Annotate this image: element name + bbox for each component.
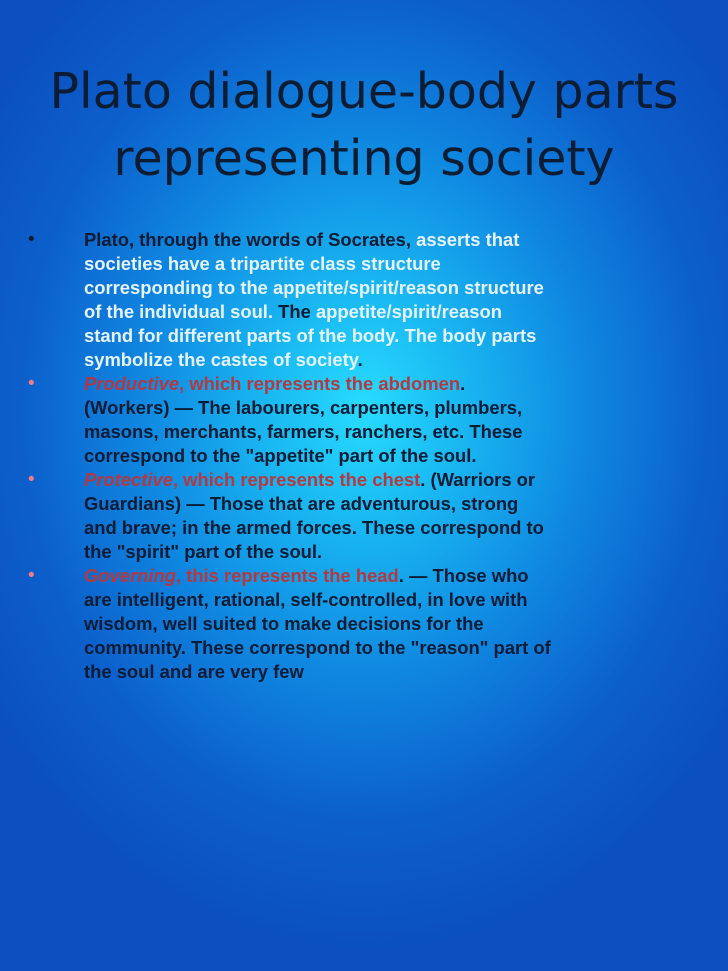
text-run: . [357, 349, 363, 370]
highlight-run: appetite/spirit/reason [310, 301, 502, 322]
text-line: societies have a tripartite class structure [84, 253, 441, 274]
highlight-run: , which represents the abdomen [179, 373, 461, 394]
highlight-run: symbolize the castes of society [84, 349, 358, 370]
text-line: community. These correspond to the "reason" part of [84, 637, 551, 658]
bullet-list [28, 228, 708, 684]
slide-title [20, 58, 708, 192]
bullet-text [84, 372, 704, 468]
bullet-icon: • [28, 565, 35, 586]
bullet-item-governing [28, 564, 708, 684]
text-line: the soul and are very few [84, 661, 304, 682]
text-line: masons, merchants, farmers, ranchers, etc. These [84, 421, 523, 442]
bullet-icon: • [28, 229, 35, 250]
highlight-run: , this represents the head [175, 565, 399, 586]
bullet-item-productive [28, 372, 708, 468]
bullet-icon: • [28, 469, 35, 490]
term-productive: Productive [84, 373, 180, 394]
highlight-run: , which represents the chest [172, 469, 421, 490]
highlight-run: of the individual soul. [84, 301, 279, 322]
text-line: wisdom, well suited to make decisions for the [84, 613, 484, 634]
text-run: . — Those who [398, 565, 529, 586]
term-governing: Governing [84, 565, 176, 586]
bullet-text [84, 564, 704, 684]
text-line [84, 300, 704, 324]
text-line [84, 468, 704, 492]
text-line: and brave; in the armed forces. These correspond to [84, 517, 544, 538]
text-line: stand for different parts of the body. The body parts [84, 325, 537, 346]
text-line [84, 372, 704, 396]
text-line: correspond to the "appetite" part of the soul. [84, 445, 477, 466]
term-protective: Protective [84, 469, 173, 490]
text-line: corresponding to the appetite/spirit/reason structure [84, 277, 544, 298]
bullet-text [84, 468, 704, 564]
bullet-text [84, 228, 704, 372]
text-run: . [460, 373, 466, 394]
bullet-icon: • [28, 373, 35, 394]
text-run: Plato, through the words of Socrates, [84, 229, 411, 250]
text-line [84, 348, 704, 372]
text-line: (Workers) — The labourers, carpenters, plumbers, [84, 397, 523, 418]
text-line: Guardians) — Those that are adventurous, strong [84, 493, 519, 514]
text-line: are intelligent, rational, self-controlled, in love with [84, 589, 528, 610]
bullet-item-protective [28, 468, 708, 564]
bullet-item-society [28, 228, 708, 372]
text-run: . (Warriors or [420, 469, 536, 490]
text-line: the "spirit" part of the soul. [84, 541, 323, 562]
slide-title-line: representing society [113, 130, 615, 187]
slide-title-line: Plato dialogue-body parts [49, 63, 679, 120]
text-line [84, 564, 704, 588]
text-run: The [278, 301, 311, 322]
highlight-run: asserts that [410, 229, 520, 250]
text-line [84, 228, 704, 252]
